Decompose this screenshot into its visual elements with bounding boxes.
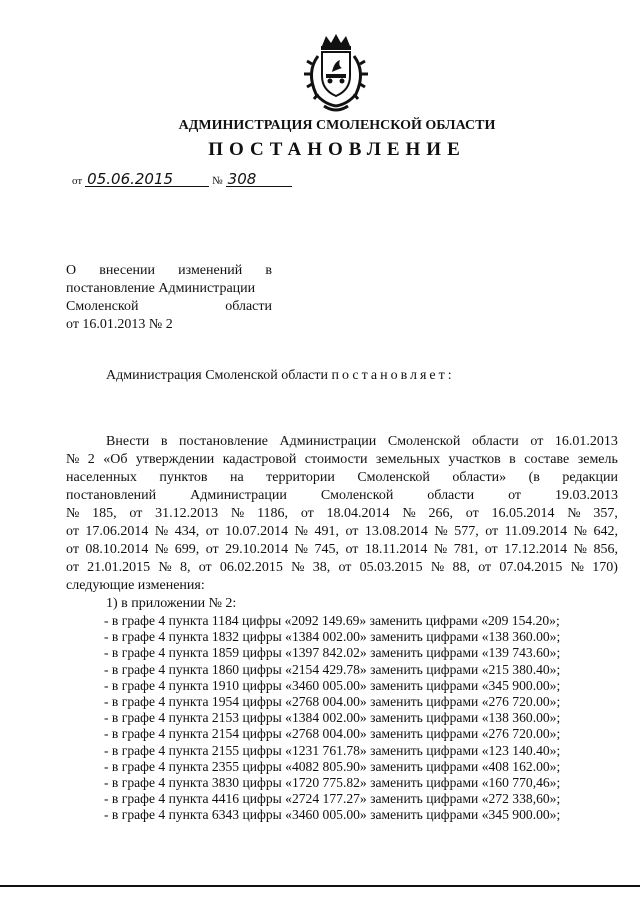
body-word: Смоленской — [387, 434, 461, 449]
subject-line: от 16.01.2013 № 2 — [66, 317, 173, 332]
body-line — [66, 433, 618, 451]
subject-line — [66, 298, 272, 316]
bottom-rule — [0, 885, 640, 887]
body-word: № — [291, 560, 305, 575]
body-word: (в — [528, 470, 540, 485]
body-word: Смоленской — [357, 470, 430, 485]
body-word: 434, — [174, 524, 200, 539]
body-word: в — [509, 452, 516, 467]
body-word: № — [433, 542, 448, 557]
amendment-item: - в графе 4 пункта 2355 цифры «4082 805.90» заменить цифрами «408 162.00»; — [104, 758, 561, 774]
amendment-list — [66, 613, 618, 824]
amendment-item: - в графе 4 пункта 3830 цифры «1720 775.82» заменить цифрами «160 770,46»; — [104, 775, 561, 791]
subject-word: Смоленской — [66, 299, 139, 314]
body-word: области — [471, 434, 519, 449]
body-word: от — [465, 506, 479, 521]
body-word: № — [66, 506, 80, 521]
body-word: 491, — [314, 524, 339, 539]
document-type-title: ПОСТАНОВЛЕНИЕ — [208, 139, 466, 160]
intro-prefix: Администрация Смоленской области — [106, 368, 329, 383]
body-word: 170) — [592, 560, 618, 575]
body-word: 16.05.2014 — [491, 506, 555, 521]
body-word: от — [300, 506, 314, 521]
body-word: пунктов — [159, 470, 208, 485]
amendment-item: - в графе 4 пункта 1859 цифры «1397 842.02» заменить цифрами «139 743.60»; — [104, 645, 561, 661]
amendment-item: - в графе 4 пункта 6343 цифры «3460 005.00» заменить цифрами «345 900.00»; — [104, 807, 561, 823]
body-word: № — [573, 524, 587, 539]
intro-line — [106, 368, 455, 384]
subject-line — [66, 262, 272, 280]
body-line — [66, 505, 618, 523]
body-word: Администрации — [190, 488, 287, 503]
body-word: 17.06.2014 — [85, 524, 149, 539]
body-line — [66, 487, 618, 505]
body-word: № — [158, 560, 172, 575]
body-word: 577, — [454, 524, 479, 539]
body-word: земельных — [375, 452, 440, 467]
body-word: Администрации — [279, 434, 377, 449]
body-word: 1186, — [257, 506, 289, 521]
date-number-line — [72, 172, 292, 188]
body-word: Внести — [106, 434, 150, 449]
body-line — [66, 523, 618, 541]
subject-word: внесении — [99, 263, 155, 278]
body-word: 745, — [314, 542, 339, 557]
body-word: 266, — [428, 506, 453, 521]
body-line — [66, 451, 618, 469]
body-line — [66, 559, 618, 577]
body-word: 38, — [312, 560, 331, 575]
body-word: 08.10.2014 — [85, 542, 149, 557]
body-word: от — [485, 524, 499, 539]
body-word: 88, — [452, 560, 470, 575]
body-word: от — [530, 434, 544, 449]
body-line — [66, 469, 618, 487]
body-word: редакции — [562, 470, 618, 485]
body-word: от — [66, 542, 79, 557]
body-word: № — [570, 560, 584, 575]
body-word: стоимости — [304, 452, 368, 467]
amendment-item: - в графе 4 пункта 2154 цифры «2768 004.00» заменить цифрами «276 720.00»; — [104, 726, 561, 742]
body-line: следующие изменения: — [66, 578, 205, 593]
body-word: территории — [266, 470, 335, 485]
amendment-item: - в графе 4 пункта 1832 цифры «1384 002.00» заменить цифрами «138 360.00»; — [104, 629, 561, 645]
body-word: области» — [452, 470, 507, 485]
body-word: № — [573, 542, 587, 557]
body-word: 29.10.2014 — [225, 542, 289, 557]
body-word: 11.09.2014 — [504, 524, 568, 539]
body-line — [66, 541, 618, 559]
number-value: 308 — [226, 172, 292, 187]
amendment-item: - в графе 4 пункта 1860 цифры «2154 429.78» заменить цифрами «215 380.40»; — [104, 661, 561, 677]
date-prefix: от — [72, 175, 83, 187]
body-word: от — [205, 542, 219, 557]
body-word: 16.01.2013 — [554, 434, 618, 449]
body-word: 06.02.2015 — [219, 560, 283, 575]
body-word: 856, — [593, 542, 618, 557]
body-word: № — [294, 542, 308, 557]
subject-block — [66, 262, 272, 334]
subject-word: изменений — [178, 263, 243, 278]
subject-word: О — [66, 263, 77, 278]
body-word: № — [434, 524, 448, 539]
body-word: участков — [448, 452, 501, 467]
body-word: от — [345, 542, 359, 557]
body-word: 19.03.2013 — [554, 488, 618, 503]
coat-of-arms-emblem — [296, 32, 376, 116]
body-word: № — [567, 506, 581, 521]
body-word: Смоленской — [320, 488, 394, 503]
body-word: 699, — [174, 542, 200, 557]
body-word: населенных — [66, 470, 137, 485]
body-word: постановлений — [66, 488, 157, 503]
body-word: 357, — [593, 506, 618, 521]
body-word: от — [66, 560, 79, 575]
body-word: 781, — [453, 542, 479, 557]
body-word: от — [345, 524, 359, 539]
subject-line: постановление Администрации — [66, 281, 256, 296]
body-word: от — [198, 560, 212, 575]
body-word: 2 — [87, 452, 95, 467]
body-word: 17.12.2014 — [504, 542, 568, 557]
body-word: от — [66, 524, 79, 539]
body-word: 642, — [593, 524, 618, 539]
amendment-item: - в графе 4 пункта 1184 цифры «2092 149.69» заменить цифрами «209 154.20»; — [104, 613, 560, 628]
body-word: от — [484, 542, 498, 557]
body-word: 21.01.2015 — [87, 560, 151, 575]
amendment-item: - в графе 4 пункта 2153 цифры «1384 002.00» заменить цифрами «138 360.00»; — [104, 710, 561, 726]
body-word: 13.08.2014 — [364, 524, 428, 539]
body-word: 185, — [92, 506, 117, 521]
amendment-item: - в графе 4 пункта 1954 цифры «2768 004.00» заменить цифрами «276 720.00»; — [104, 694, 561, 710]
intro-verb: постановляет: — [331, 368, 455, 383]
subject-word: в — [265, 263, 272, 278]
body-word: от — [129, 506, 143, 521]
body-word: 8, — [180, 560, 191, 575]
number-prefix: № — [212, 175, 223, 187]
body-word: утверждении — [135, 452, 215, 467]
body-word: «Об — [103, 452, 128, 467]
amendment-item: - в графе 4 пункта 4416 цифры «2724 177.27» заменить цифрами «272 338,60»; — [104, 791, 561, 807]
body-word: в — [160, 434, 168, 449]
body-word: постановление — [179, 434, 268, 449]
body-word: на — [229, 470, 244, 485]
body-word: кадастровой — [222, 452, 297, 467]
body-word: № — [294, 524, 308, 539]
amendment-item: - в графе 4 пункта 1910 цифры «3460 005.00» заменить цифрами «345 900.00»; — [104, 677, 561, 693]
body-word: 18.11.2014 — [364, 542, 428, 557]
body-word: № — [154, 524, 169, 539]
body-word: от — [338, 560, 352, 575]
body-word: № — [402, 506, 416, 521]
body-word: составе — [524, 452, 570, 467]
body-word: № — [430, 560, 445, 575]
body-word: 18.04.2014 — [326, 506, 390, 521]
body-word: № — [230, 506, 245, 521]
subject-word: области — [225, 299, 272, 314]
body-word: № — [154, 542, 169, 557]
body-word: от — [508, 488, 521, 503]
organization-title: АДМИНИСТРАЦИЯ СМОЛЕНСКОЙ ОБЛАСТИ — [178, 118, 496, 133]
date-value: 05.06.2015 — [85, 172, 209, 187]
body-word: 31.12.2013 — [155, 506, 219, 521]
body-word: 05.03.2015 — [359, 560, 423, 575]
body-word: земель — [577, 452, 618, 467]
appendix-heading: 1) в приложении № 2: — [106, 596, 237, 611]
resolution-body — [66, 433, 618, 824]
body-word: № — [66, 452, 80, 467]
body-word: 10.07.2014 — [225, 524, 289, 539]
body-word: 07.04.2015 — [499, 560, 563, 575]
body-word: от — [478, 560, 492, 575]
amendment-item: - в графе 4 пункта 2155 цифры «1231 761.78» заменить цифрами «123 140.40»; — [104, 742, 561, 758]
body-word: от — [205, 524, 219, 539]
body-word: области — [427, 488, 475, 503]
